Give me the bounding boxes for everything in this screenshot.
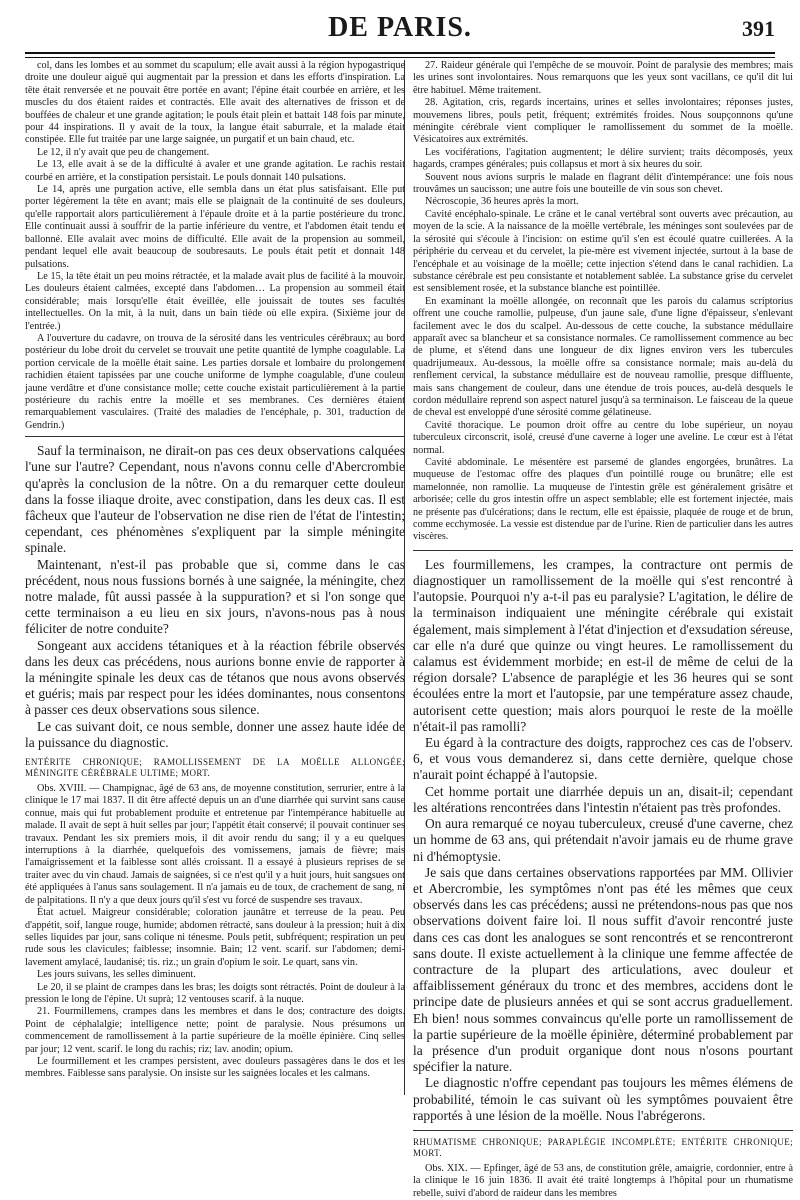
paragraph: col, dans les lombes et au sommet du scapulum; elle avait aussi à la région hypogastrique droite une douleur aiguë qui augmentait par la pression et dans les efforts d'inspiration. La tête était renversée et ne pouvait être portée en avant; l'épine était courbée en arrière, et les muscles du dos étaient raides et contractés. Elle avait des alternatives de frisson et de bouffées de chaleur et une grande agitation; le pouls était plein et battait 148 fois par minute, pour 44 inspirations. Il y avait de la toux, la langue était saburrale, et la malade était constipée. Elle fut traitée par une large saignée, un purgatif et un bain chaud, etc. xyxy=(25,60,405,146)
paragraph: Le cas suivant doit, ce nous semble, donner une assez haute idée de la puissance du diagnostic. xyxy=(25,718,405,750)
separator-rule xyxy=(413,1130,793,1131)
paragraph: Songeant aux accidens tétaniques et à la réaction fébrile observés dans les deux cas précédens, nous aurions bonne envie de rapporter à la méningite spinale les deux cas de tétanos que nous avons observés et guéris; mais par respect pour les idées dominantes, nous consentons à passer ces deux observations sous silence. xyxy=(25,637,405,718)
paragraph: Obs. XVIII. — Champignac, âgé de 63 ans, de moyenne constitution, serrurier, entre à la clinique le 17 mai 1837. Il dit être affecté depuis un an d'une diarrhée qui survint sans cause connue, mais qui fut probablement produite et entretenue par l'intempérance habituelle au malade. Il avait de sept à huit selles par jour; l'appétit était conservé; il pouvait continuer ses travaux. Pendant les six premiers mois, il dit avoir rendu du sang; il y a eu quelques interruptions à la diarrhée, quelquefois des vomissemens, jamais de fièvre; mais l'amaigrissement et la faiblesse sont allés croissant. Il a essayé à plusieurs reprises de se traiter avec du vin chaud. Jamais de saignées, si ce n'est qu'il y a huit jours, huit sangsues ont été appliquées à l'anus sans soulagement. Il n'a jamais eu de toux, de crachement de sang, ni de palpitations. Il n'y a que deux jours qu'il s'est vu forcé de suspendre ses travaux. xyxy=(25,783,405,906)
paragraph: Nécroscopie, 36 heures après la mort. xyxy=(425,196,579,208)
paragraph: Les jours suivans, les selles diminuent. xyxy=(37,969,196,981)
paragraph: Le 12, il n'y avait que peu de changement. xyxy=(37,146,210,158)
separator-rule xyxy=(413,550,793,551)
paragraph: 21. Fourmillemens, crampes dans les membres et dans le dos; contracture des doigts. Point de céphalalgie; intelligence nette; point de paralysie. Nous présumons un commencement de ramollissement à la partie supérieure de la moëlle épinière. Cinq selles par jour; 12 vent. scarif. le long du rachis; riz; lav. anodin; opium. xyxy=(25,1006,405,1055)
page-header xyxy=(25,10,775,50)
left-large-block xyxy=(25,443,405,751)
right-column xyxy=(413,60,793,1199)
right-small-block xyxy=(413,60,793,544)
paragraph: Sauf la terminaison, ne dirait-on pas ces deux observations calquées l'une sur l'autre? Cependant, nous n'avons connu celle d'Abercrombie qu'après la conclusion de la nôtre. On a du remarquer cette douleur dans la fosse iliaque droite, avec constipation, dans les deux cas. Il est fâcheux que l'auteur de l'observation ne dise rien de l'état de l'intestin; cependant, ces phénomènes s'expliquent par la simple méningite spinale. xyxy=(25,443,405,556)
paragraph: Cavité thoracique. Le poumon droit offre au centre du lobe supérieur, un noyau tuberculeux circonscrit, isolé, creusé d'une caverne à loger une aveline. Le cœur est à l'état normal. xyxy=(413,419,793,456)
paragraph: On aura remarqué ce noyau tuberculeux, creusé d'une caverne, chez un homme de 63 ans, qui prétendait n'avoir jamais eu de rhume grave ni d'hémoptysie. xyxy=(413,816,793,864)
paragraph: En examinant la moëlle allongée, on reconnaît que les parois du calamus scriptorius offrent une couche ramollie, pulpeuse, d'un jaune sale, d'une ligne d'épaisseur, s'enlevant facilement avec le dos du scalpel. Au-dessous de cette couche, la substance médullaire apparaît avec sa blancheur et sa consistance normales. Ce ramollissement commence au bec de plume, et s'étend dans une longueur de dix lignes environ vers les tubercules quadrijumeaux. Au-dessous, la moëlle offre sa consistance normale; mais au-delà du renflement cervical, la substance médullaire est de nouveau ramollie, presque diffluente, mais sans changement de couleur, dans une étendue de trois pouces, au-delà desquels le cordon médullaire reprend son aspect naturel jusqu'à sa terminaison. Le faisceau de la queue de cheval est enveloppé d'une sérosité comme gélatineuse. xyxy=(413,295,793,419)
paragraph: 28. Agitation, cris, regards incertains, urines et selles involontaires; réponses justes, mouvemens libres, pouls petit, fréquent; extrémités froides. Nous soupçonnons qu'une méningite cérébrale vient compliquer le ramollissement du sommet de la moëlle. Vésicatoires aux extrémités. xyxy=(413,97,793,146)
left-observation-block xyxy=(25,757,405,1081)
paragraph: Maintenant, n'est-il pas probable que si, comme dans le cas précédent, nous nous fussions bornés à une saignée, la méningite, chez notre malade, fût aussi passée à la suppuration? et si l'on songe que cette terminaison a eu lieu en six jours, n'avons-nous pas à nous féliciter de notre conduite? xyxy=(25,556,405,637)
paragraph: Le 15, la tête était un peu moins rétractée, et la malade avait plus de facilité à la mouvoir. Les douleurs étaient calmées, excepté dans l'abdomen… La propension au sommeil était considérable; mais lorsqu'elle était éveillée, elle jouissait de toutes ses facultés intellectuelles. On la mit, à la nuit, dans un bain tiède où elle expira. (Sixième jour de l'entrée.) xyxy=(25,270,405,332)
paragraph: Obs. XIX. — Epfinger, âgé de 53 ans, de constitution grêle, amaigrie, cordonnier, entre à la clinique le 16 juin 1836. Il avait été traité longtemps à l'hôpital pour un rhumatisme rebelle, suivi d'abord de raideur dans les membres xyxy=(413,1162,793,1199)
paragraph: Le diagnostic n'offre cependant pas toujours les mêmes élémens de probabilité, témoin le cas suivant où les symptômes pouvaient être rapportés à une lésion de la moëlle. Nous l'abrégerons. xyxy=(413,1075,793,1123)
left-column xyxy=(25,60,405,1095)
paragraph: Le 20, il se plaint de crampes dans les bras; les doigts sont rétractés. Point de douleur à la pression le long de l'épine. Ut suprà; 12 ventouses scarif. à la nuque. xyxy=(25,981,405,1005)
paragraph: Souvent nous avions surpris le malade en flagrant délit d'intempérance: une fois nous trouvâmes un saucisson; une autre fois une bouteille de vin sous son chevet. xyxy=(413,171,793,196)
paragraph: A l'ouverture du cadavre, on trouva de la sérosité dans les ventricules cérébraux; au bord postérieur du lobe droit du cervelet se trouvait une petite quantité de lymphe coagulable. La portion cervicale de la moëlle était saine. Les parties dorsale et lombaire du prolongement rachidien étaient tapissées par une couche uniforme de lymphe coagulable, d'une couleur jaune verdâtre et d'une consistance molle; cette couche existait particulièrement à la partie postérieure du rachis entre la moëlle et ses membranes. Ces dernières étaient remarquablement vasculaires. (Traité des maladies de l'encéphale, p. 301, traduction de Gendrin.) xyxy=(25,332,405,431)
paragraph: Cavité encéphalo-spinale. Le crâne et le canal vertébral sont ouverts avec précaution, au moyen de la scie. A la naissance de la moëlle vertébrale, les méninges sont soulevées par de la sérosité qui s'écoule à l'incision: on estime qu'il s'en est écoulé quatre cuillerées. A la périphérie du cerveau et du cervelet, la pie-mère est vivement injectée, surtout à la base de l'encéphale et au voisinage de la moëlle; cette injection s'étend dans le canal rachidien. La substance cérébrale est peu consistante et notablement sablée. La substance grise du cervelet est sensiblement rosée, et la substance blanche est pointillée. xyxy=(413,208,793,295)
paragraph: Les fourmillemens, les crampes, la contracture ont permis de diagnostiquer un ramollissement de la moëlle qui s'est rencontré à l'autopsie. Pourquoi n'y a-t-il pas eu paralysie? L'agitation, le délire de la terminaison indiquaient une méningite cérébrale qui existait également, mais simplement à l'état d'injection et d'exsudation séreuse, car elle n'a duré que quinze ou vingt heures. Le ramollissement du calamus est évidemment morbide; en est-il de même de celui de la région dorsale? L'absence de paraplégie et les 36 heures qui se sont écoulées entre la mort et l'autopsie, par une température assez chaude, autorisent cette question; mais alors pourquoi le reste de la moëlle n'était-il pas ramolli? xyxy=(413,556,793,734)
page-number: 391 xyxy=(742,16,775,41)
section-heading: RHUMATISME CHRONIQUE; PARAPLÉGIE INCOMPLÈTE; ENTÉRITE CHRONIQUE; MORT. xyxy=(413,1136,793,1158)
right-large-block xyxy=(413,557,793,1124)
paragraph: Cavité abdominale. Le mésentère est parsemé de glandes engorgées, brunâtres. La muqueuse de l'estomac offre des plaques d'un pointillé rouge ou brunâtre; elle est mamelonnée, non ramollie. La muqueuse de l'intestin grêle est généralement grisâtre et arborisée; celle du gros intestin offre un aspect semblable; elle est fortement injectée, mais ne présente pas d'ulcérations; dans le rectum, elle est épaissie, plaquée de rouge et de brun, comme ecchymosée. La vessie est distendue par de l'urine. Rien de particulier dans les autres viscères. xyxy=(413,457,793,543)
paragraph: Les vociférations, l'agitation augmentent; le délire survient; traits décomposés, yeux hagards, crampes générales; puis collapsus et mort à six heures du soir. xyxy=(413,146,793,171)
section-heading: ENTÉRITE CHRONIQUE; RAMOLLISSEMENT DE LA MOËLLE ALLONGÉE; MÉNINGITE CÉRÉBRALE ULTIME; MORT. xyxy=(25,757,405,779)
paragraph: État actuel. Maigreur considérable; coloration jaunâtre et terreuse de la peau. Peu d'appétit, soif, langue rouge, humide; abdomen rétracté, sans douleur à la pression; huit à dix selles liquides par jour, sans colique ni ténesme. Pouls petit, subfréquent; respiration un peu rude sous les clavicules; faiblesse; insomnie. Bain; 12 vent. scarif. sur l'abdomen; demi-lavement amylacé, laudanisé; tis. riz.; un grain d'opium le soir. Le quart, sans vin. xyxy=(25,907,405,968)
paragraph: Le fourmillement et les crampes persistent, avec douleurs passagères dans le dos et les membres. Faiblesse sans paralysie. On insiste sur les saignées locales et les calmans. xyxy=(25,1055,405,1080)
newspaper-title: DE PARIS. xyxy=(328,12,472,43)
paragraph: Cet homme portait une diarrhée depuis un an, disait-il; cependant les altérations rencontrées dans l'intestin n'étaient pas très profondes. xyxy=(413,783,793,815)
paragraph: Le 13, elle avait à se de la difficulté à avaler et une grande agitation. Le rachis restait courbé en arrière, et la constipation persistait. Le pouls donnait 140 pulsations. xyxy=(25,159,405,183)
paragraph: Le 14, après une purgation active, elle sembla dans un état plus satisfaisant. Elle put porter légèrement la tête en avant; mais elle se plaignait de la continuité de ses douleurs, qu'elle rapportait alors particulièrement à l'épaule droite et à la partie postérieure du tronc. Elle continuait aussi à souffrir de la partie inférieure du ventre, et l'abdomen était tendu et ballonné. Elle avalait avec moins de difficulté. Elle avait de la propension au sommeil, pendant lequel elle avait beaucoup de soubresauts. Le pouls était petit et donnait 148 pulsations. xyxy=(25,184,405,270)
header-rule xyxy=(25,52,775,58)
right-observation-block xyxy=(413,1137,793,1200)
paragraph: Eu égard à la contracture des doigts, rapprochez ces cas de l'observ. 6, et vous vous demanderez si, dans cette dernière, quelque chose n'aurait point échappé à l'autopsie. xyxy=(413,735,793,783)
paragraph: Je sais que dans certaines observations rapportées par MM. Ollivier et Abercrombie, les symptômes n'ont pas été les mêmes que ceux observés dans les cas précédens; aussi ne prétendons-nous pas que nos observations doivent faire loi. Il nous suffit d'avoir rencontré juste dans ces cas dont les analogues se sont rencontrés et se rencontreront sans doute. Il existe actuellement à la clinique une femme affectée de contracture de la plupart des articulations, avec douleur et affaiblissement généraux du tronc et des membres, accidens dont le principe date de plusieurs années et qui se sont accrus graduellement. Eh bien! nous sommes convaincus qu'elle porte un ramollissement de la partie supérieure de la moëlle épinière, déterminé probablement par la présence d'un produit organique dont nous n'osons pourtant spécifier la nature. xyxy=(413,864,793,1075)
left-small-block xyxy=(25,60,405,437)
paragraph: 27. Raideur générale qui l'empêche de se mouvoir. Point de paralysie des membres; mais les urines sont involontaires. Nous remarquons que les yeux sont vacillans, ce qu'il dit lui être habituel. Même traitement. xyxy=(413,60,793,96)
